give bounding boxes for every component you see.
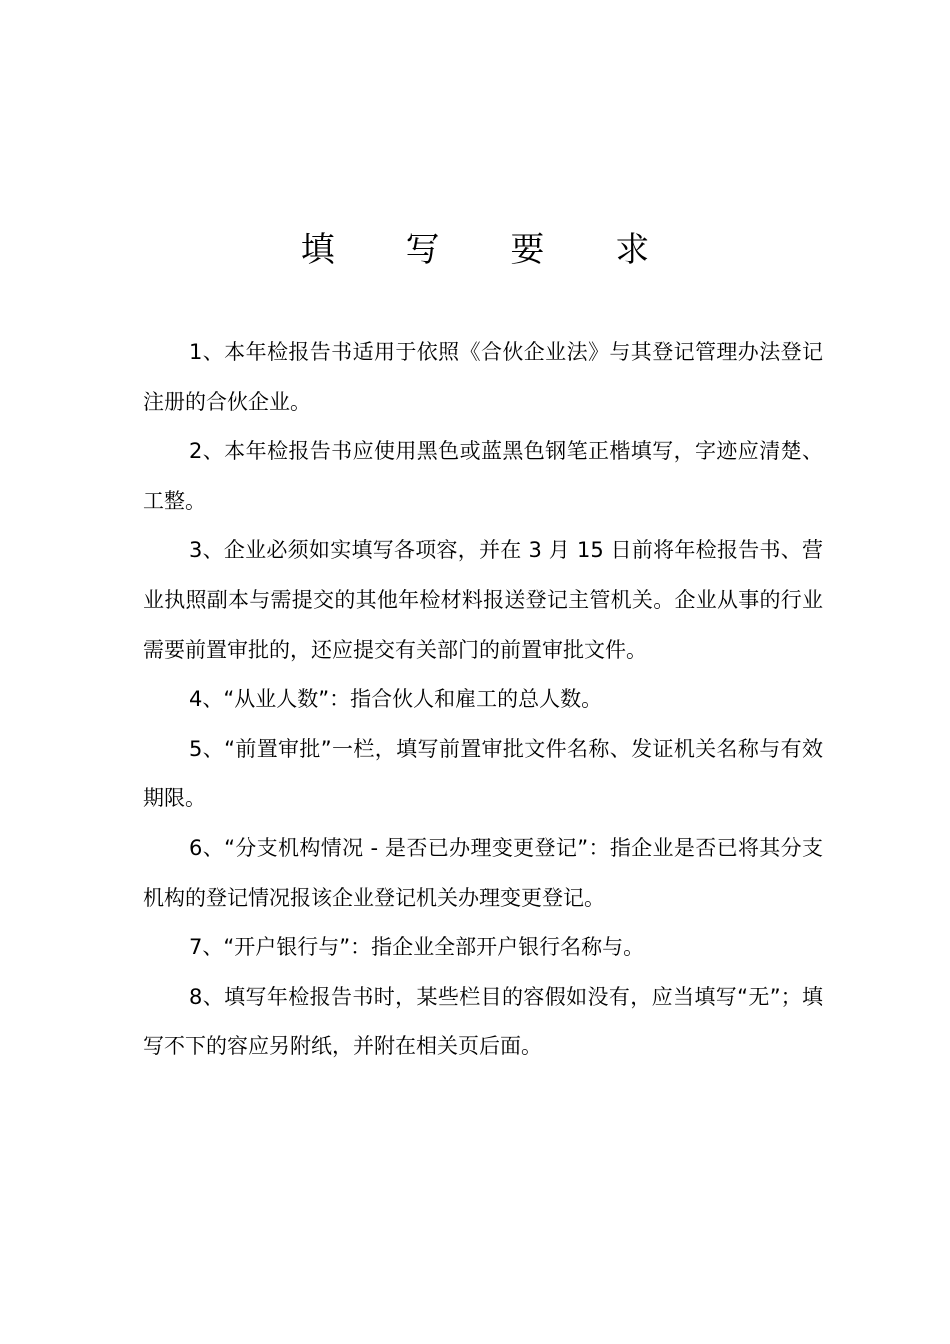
- requirement-item-8: 8、填写年检报告书时，某些栏目的容假如没有，应当填写“无”；填写不下的容应另附纸，并附在相关页后面。: [143, 984, 823, 1059]
- page-title: 填 写 要 求: [300, 230, 680, 270]
- requirement-item-7: 7、“开户银行与”：指企业全部开户银行名称与。: [189, 935, 645, 960]
- requirement-item-1: 1、本年检报告书适用于依照《合伙企业法》与其登记管理办法登记注册的合伙企业。: [143, 340, 823, 414]
- requirement-item-2: 2、本年检报告书应使用黑色或蓝黑色钢笔正楷填写，字迹应清楚、工整。: [143, 439, 823, 513]
- requirement-item-6: 6、“分支机构情况 - 是否已办理变更登记”：指企业是否已将其分支机构的登记情况报该企业登记机关办理变更登记。: [143, 835, 823, 910]
- requirements-body: [143, 328, 823, 1072]
- requirement-item-4: 4、“从业人数”：指合伙人和雇工的总人数。: [189, 687, 603, 712]
- requirement-item-5: 5、“前置审批”一栏，填写前置审批文件名称、发证机关名称与有效期限。: [143, 736, 823, 811]
- requirement-item-3: 3、企业必须如实填写各项容，并在 3 月 15 日前将年检报告书、营业执照副本与需提交的其他年检材料报送登记主管机关。企业从事的行业需要前置审批的，还应提交有关部门的前置审批文件。: [143, 538, 823, 662]
